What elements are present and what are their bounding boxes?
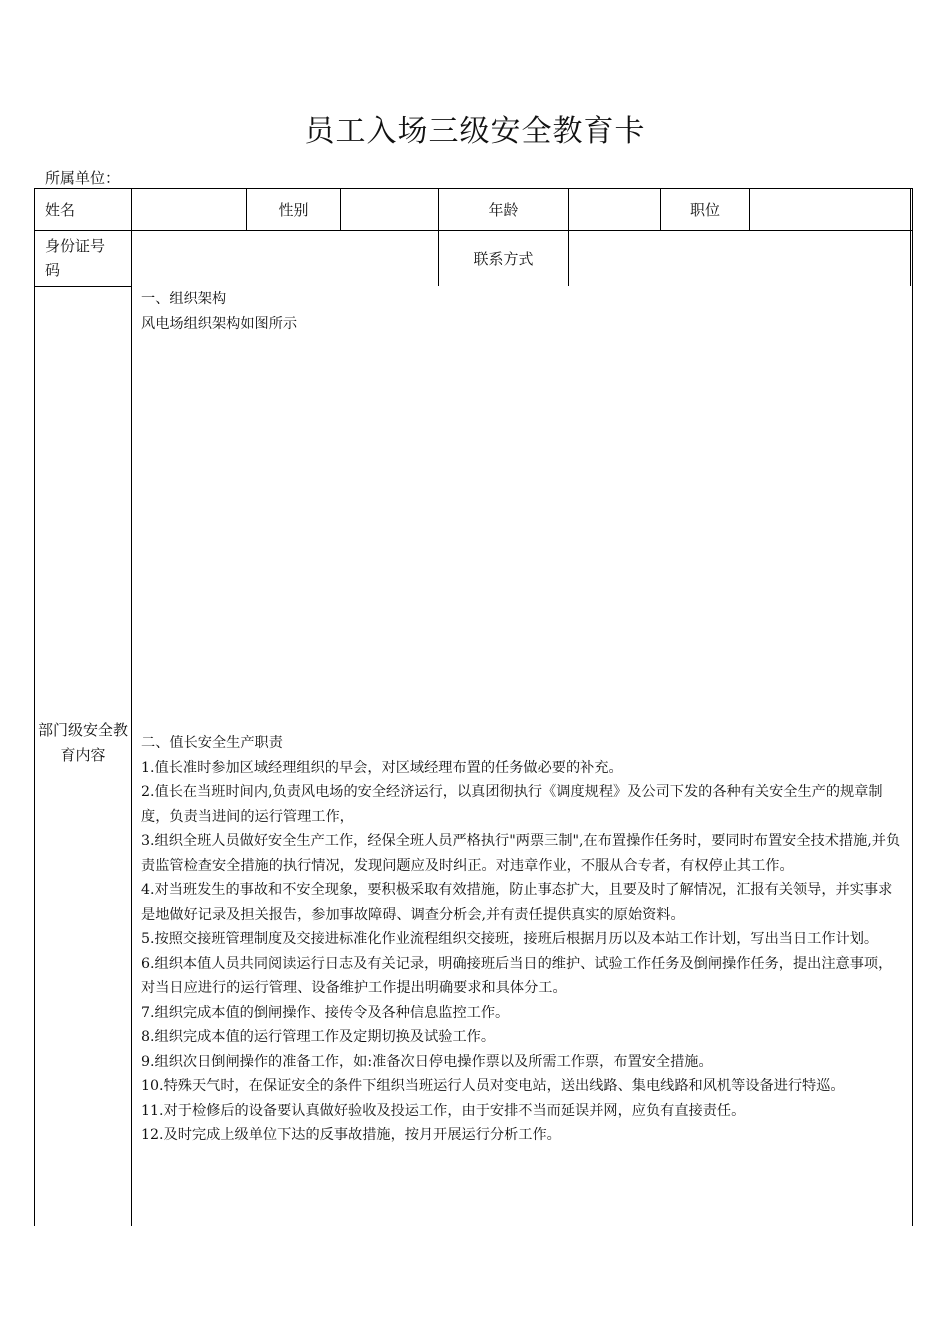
duty-item: 12.及时完成上级单位下达的反事故措施，按月开展运行分析工作。 — [141, 1127, 561, 1143]
duty-item: 3.组织全班人员做好安全生产工作，经保全班人员严格执行"两票三制",在布置操作任务时，要同时布置安全技术措施,并负责监管检查安全措施的执行情况，发现问题应及时纠正。对违章作业，不服从合专者，有权停止其工作。 — [141, 833, 901, 874]
duty-item: 4.对当班发生的事故和不安全现象，要积极采取有效措施，防止事态扩大，且要及时了解情况，汇报有关领导，并实事求是地做好记录及担关报告，参加事故障碍、调查分析会,并有责任提供真实的原始资料。 — [141, 882, 893, 923]
contact-field[interactable] — [569, 231, 910, 286]
duty-item: 2.值长在当班时间内,负责风电场的安全经济运行，以真团彻执行《调度规程》及公司下发的各种有关安全生产的规章制度，负责当进间的运行管理工作， — [141, 784, 883, 825]
age-field[interactable] — [569, 189, 660, 230]
department-education-label: 部门级安全教育内容 — [37, 721, 128, 764]
duty-item: 11.对于检修后的设备要认真做好验收及投运工作，由于安排不当而延误并网，应负有直接责任。 — [141, 1102, 746, 1119]
duty-item: 5.按照交接班管理制度及交接进标准化作业流程组织交接班，接班后根据月历以及本站工作计划，写出当日工作计划。 — [141, 931, 879, 947]
name-label: 姓名 — [45, 201, 76, 219]
section-organization — [141, 287, 906, 336]
name-field[interactable] — [132, 189, 246, 230]
duty-item: 7.组织完成本值的倒闸操作、接传令及各种信息监控工作。 — [141, 1004, 510, 1021]
contact-label: 联系方式 — [473, 250, 534, 268]
section1-heading: 一、组织架构 — [141, 291, 227, 307]
duty-item: 8.组织完成本值的运行管理工作及定期切换及试验工作。 — [141, 1029, 496, 1045]
row2-bottom-border — [34, 286, 131, 287]
duty-item: 6.组织本值人员共同阅读运行日志及有关记录，明确接班后当日的维护、试验工作任务及倒闸操作任务，提出注意事项，对当日应进行的运行管理、设备维护工作提出明确要求和具体分工。 — [141, 955, 893, 996]
duty-item: 1.值长准时参加区域经理组织的早会，对区域经理布置的任务做必要的补充。 — [141, 759, 623, 776]
id-number-field[interactable] — [132, 231, 438, 286]
id-number-label: 身份证号码 — [45, 237, 106, 279]
position-field[interactable] — [750, 189, 910, 230]
gender-field[interactable] — [341, 189, 438, 230]
gender-label: 性别 — [278, 201, 309, 219]
table-right-border-inner — [910, 188, 911, 286]
section1-text: 风电场组织架构如图所示 — [141, 315, 298, 332]
table-right-border — [912, 188, 913, 1226]
document-title: 员工入场三级安全教育卡 — [304, 114, 646, 149]
table-left-border — [34, 188, 35, 1226]
position-label: 职位 — [689, 201, 720, 219]
section2-heading: 二、值长安全生产职责 — [141, 735, 283, 751]
label-column-divider — [131, 188, 132, 1226]
age-label: 年龄 — [488, 201, 519, 219]
unit-label: 所属单位： — [45, 169, 121, 187]
duty-item: 10.特殊天气时，在保证安全的条件下组织当班运行人员对变电站，送出线路、集电线路和风机等设备进行特巡。 — [141, 1078, 845, 1094]
section-shift-leader-duties — [141, 731, 906, 1148]
duty-item: 9.组织次日倒闸操作的准备工作，如:准备次日停电操作票以及所需工作票，布置安全措施。 — [141, 1053, 713, 1070]
